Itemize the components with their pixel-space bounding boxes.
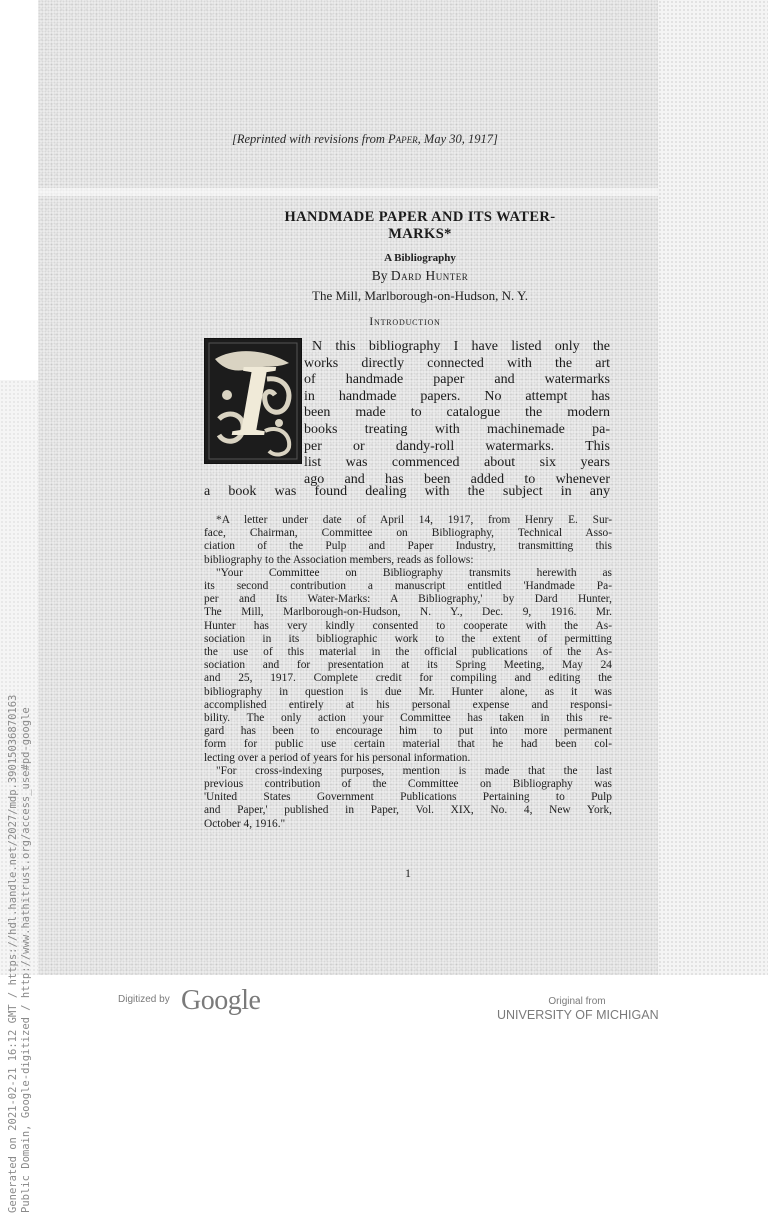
body-line: works directly connected with the art (304, 355, 610, 371)
footnote-line: bibliography to the Association members, reads as follows: (204, 553, 474, 566)
footnote-line: sociation and for presentation at its Spring Meeting, May 24 (204, 659, 612, 672)
author-name: Dard Hunter (390, 268, 469, 283)
footnote-line: *A letter under date of April 14, 1917, from Henry E. Sur- (216, 514, 612, 526)
footnote-line: the use of this material in the official publications of the As- (204, 646, 612, 659)
footnote-line: and 25, 1917. Complete credit for compiling and editing the (204, 672, 612, 685)
byline-prefix: By (371, 268, 391, 283)
footnote-line: its second contribution a manuscript entitled 'Handmade Pa- (204, 580, 612, 593)
digitized-by-label: Digitized by (118, 994, 170, 1005)
footnote-line: ciation of the Pulp and Paper Industry, transmitting this (204, 540, 612, 553)
reprint-prefix: [Reprinted with revisions from (232, 132, 389, 146)
body-text-indented (304, 339, 610, 488)
scan-margin-right (658, 0, 768, 975)
footnote-line: and Paper,' published in Paper, Vol. XIX, No. 4, New York, (204, 804, 612, 817)
body-line: per or dandy-roll watermarks. This (304, 438, 610, 454)
footnote-line: The Mill, Marlborough-on-Hudson, N. Y., Dec. 9, 1916. Mr. (204, 606, 612, 619)
footnote-line: 'United States Government Publications Pertaining to Pulp (204, 791, 612, 804)
original-from-label: Original from (548, 996, 606, 1007)
body-line-full: a book was found dealing with the subject in any (204, 484, 610, 499)
body-line: been made to catalogue the modern (304, 405, 610, 421)
footnote-line: bility. The only action your Committee has taken in this re- (204, 712, 612, 725)
university-name: UNIVERSITY OF MICHIGAN (497, 1008, 659, 1022)
drop-cap-ornament-icon (205, 339, 301, 463)
title-line-1: HANDMADE PAPER AND ITS WATER- (284, 209, 556, 225)
footnote-line: October 4, 1916." (204, 817, 286, 830)
footnote (204, 514, 612, 831)
drop-cap-letter: I (232, 343, 274, 458)
body-line: of handmade paper and watermarks (304, 372, 610, 388)
provenance-line-1: Generated on 2021-02-21 16:12 GMT / https://hdl.handle.net/2027/mdp.39015036870163 (7, 694, 19, 1213)
body-line: list was commenced about six years (304, 455, 610, 471)
footnote-line: form for public use certain material that he had been col- (204, 738, 612, 751)
footnote-line: bibliography in question is due Mr. Hunter alone, as it was (204, 685, 612, 698)
reprint-note (232, 132, 612, 147)
drop-cap (204, 338, 302, 464)
footnote-line: previous contribution of the Committee on Bibliography was (204, 778, 612, 791)
footnote-line: face, Chairman, Committee on Bibliography, Technical Asso- (204, 527, 612, 540)
provenance-line-2: Public Domain, Google-digitized / http://www.hathitrust.org/access_use#pd-google (20, 707, 32, 1213)
body-line: in handmade papers. No attempt has (304, 388, 610, 404)
author-address: The Mill, Marlborough-on-Hudson, N. Y. (312, 288, 528, 303)
reprint-source: Paper (388, 132, 418, 146)
section-heading: Introduction (369, 316, 441, 328)
body-line: ago and has been added to whenever (304, 471, 610, 487)
footnote-line: per and Its Water-Marks: A Bibliography,' by Dard Hunter, (204, 593, 612, 606)
footnote-line: accomplished entirely at his personal expense and responsi- (204, 698, 612, 711)
footnote-line: lecting over a period of years for his personal information. (204, 751, 471, 764)
footnote-line: Hunter has very kindly consented to cooperate with the As- (204, 619, 612, 632)
title-line-2: MARKS* (388, 226, 452, 242)
footnote-line: gard has been to encourage him to put into more permanent (204, 725, 612, 738)
byline (200, 268, 640, 284)
body-line: books treating with machinemade pa- (304, 421, 610, 437)
provenance-text (7, 253, 33, 1213)
provenance-sidebar (0, 0, 38, 1213)
footnote-line: "Your Committee on Bibliography transmits herewith as (216, 566, 612, 579)
reprint-suffix: , May 30, 1917] (417, 132, 498, 146)
article-subtitle: A Bibliography (384, 252, 456, 264)
body-line: N this bibliography I have listed only the (312, 339, 610, 354)
scan-band (38, 188, 658, 196)
google-logo: Google (181, 985, 261, 1016)
footnote-line: "For cross-indexing purposes, mention is made that the last (216, 764, 612, 777)
page-number: 1 (405, 866, 411, 880)
article-title (200, 209, 640, 243)
footnote-line: sociation in its bibliographic work to the extent of permitting (204, 632, 612, 645)
